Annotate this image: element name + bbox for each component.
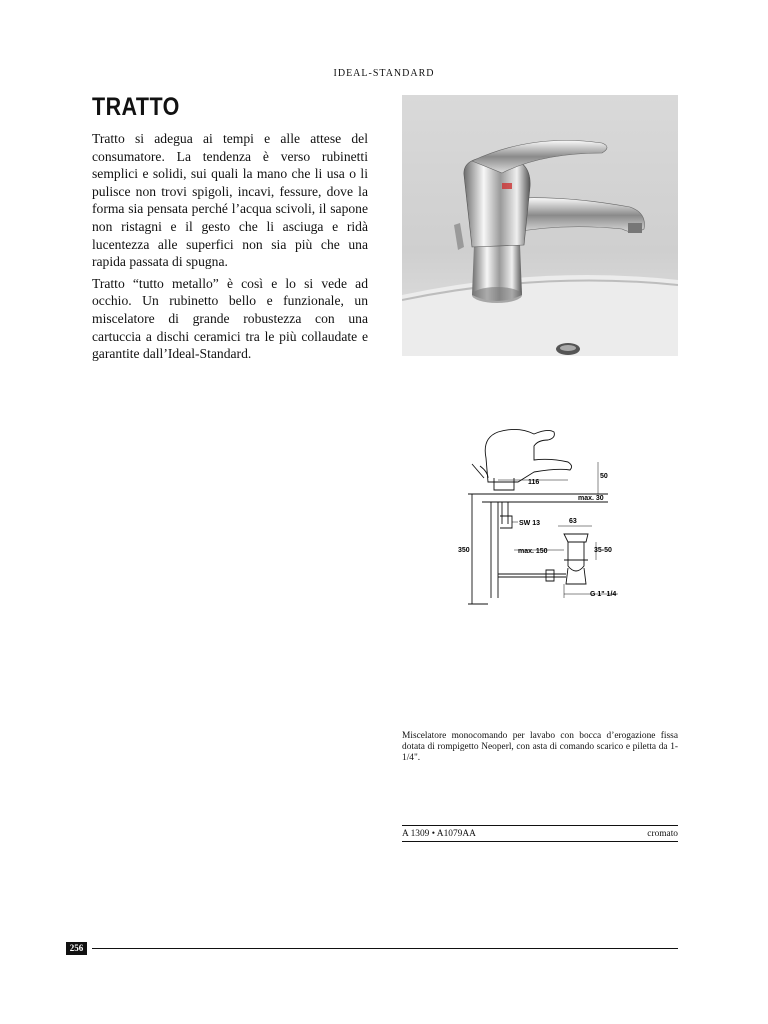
paragraph: Tratto si adegua ai tempi e alle attese del consumatore. La tendenza è verso rubinetti semplici e solidi, sui quali la mano che li usa o li pulisce non trovi spigoli, incavi, fessure, dove la forma sia pensata perché l’acqua scivoli, il sapone non ristagni e il gesto che li asciuga e ridà lucentezza alle superfici non sia più che una rapida passata di spugna. [92, 131, 368, 270]
product-reference-row [402, 825, 678, 842]
dim-max-30: max. 30 [578, 495, 604, 502]
faucet-photo [402, 95, 678, 356]
page-number: 256 [66, 942, 87, 955]
dim-63: 63 [569, 518, 577, 525]
dim-350: 350 [458, 547, 470, 554]
dim-35-50: 35-50 [594, 547, 612, 554]
dim-50: 50 [600, 473, 608, 480]
dim-max-150: max. 150 [518, 548, 548, 555]
dim-sw13: SW 13 [519, 520, 541, 527]
technical-drawing [458, 416, 630, 612]
running-header: IDEAL-STANDARD [333, 68, 435, 79]
article-body [92, 130, 368, 367]
footer-rule [92, 948, 678, 949]
product-finish: cromato [647, 828, 678, 839]
product-code: A 1309 • A1079AA [402, 828, 476, 839]
paragraph: Tratto “tutto metallo” è così e lo si vede ad occhio. Un rubinetto bello e funzionale, un miscelatore di grande robustezza con una cartuccia a dischi ceramici tra le più collaudate e garantite dall’Ideal-Standard. [92, 275, 368, 362]
dim-116: 116 [528, 479, 540, 486]
product-caption: Miscelatore monocomando per lavabo con bocca d’erogazione fissa dotata di rompigetto Neoperl, con asta di comando scarico e piletta da 1-1/4". [402, 731, 678, 763]
product-title: TRATTO [92, 93, 180, 121]
dim-g-thread: G 1" 1/4 [590, 591, 617, 598]
